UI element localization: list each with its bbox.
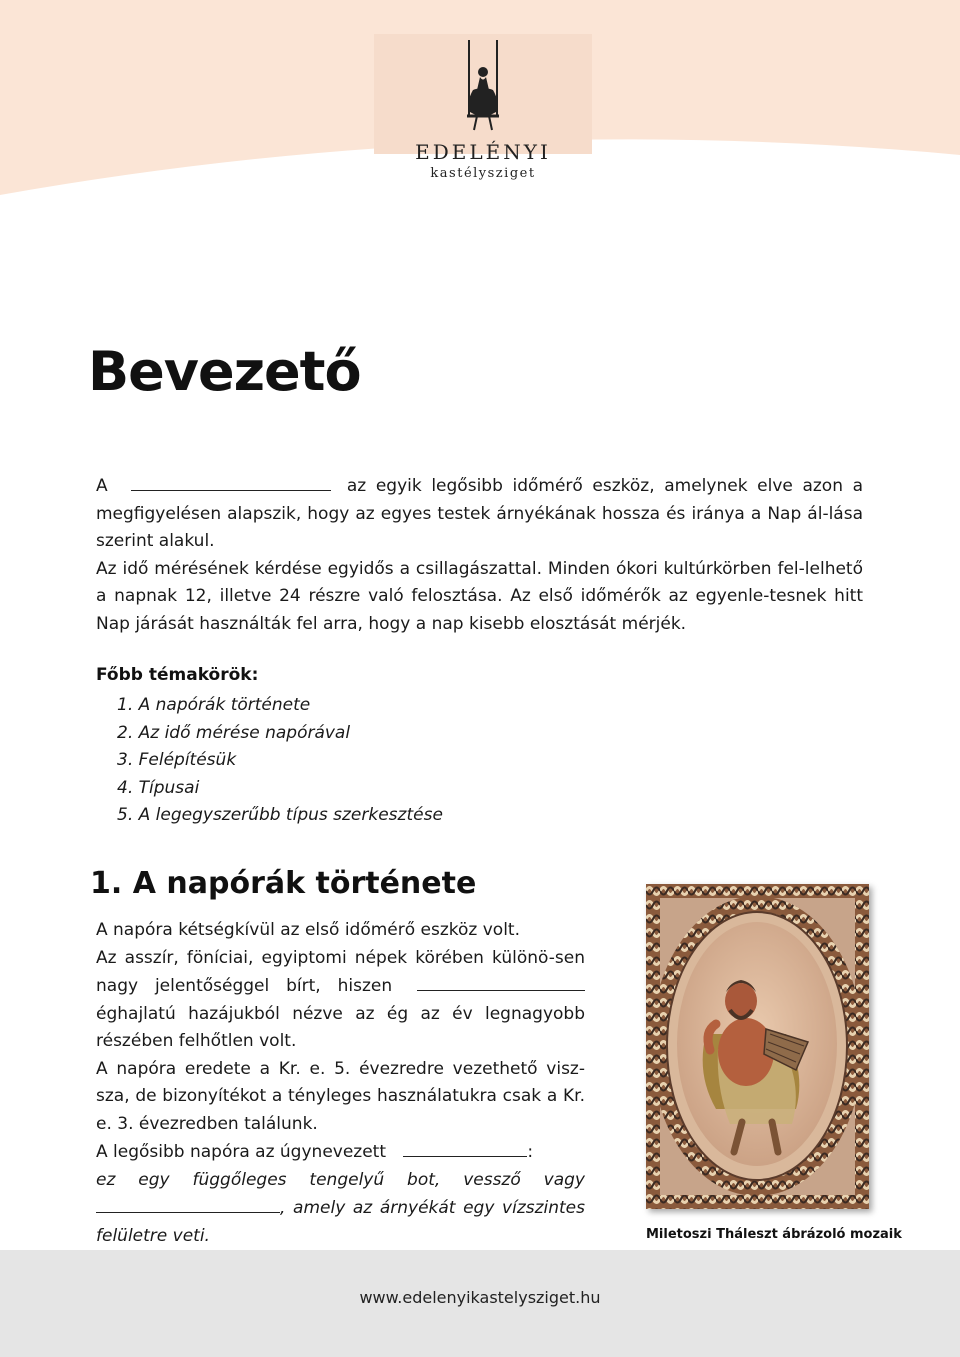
section-paragraph-2 xyxy=(96,945,585,1056)
topics-heading: Főbb témakörök: xyxy=(96,665,259,685)
topic-item: 4. Típusai xyxy=(117,777,200,798)
logo-subtitle: kastélysziget xyxy=(430,166,536,181)
intro-p1-start: A xyxy=(96,476,108,496)
topic-item: 5. A legegyszerűbb típus szerkesztése xyxy=(117,805,443,825)
intro-paragraph-2: Az idő mérésének kérdése egyidős a csillagászattal. Minden ókori kultúrkörben fel-lelhető a napnak 12, illetve 24 részre való felosztása. Az első időmérők az egyenle-tesnek hitt Nap járását használták fel arra, hogy a nap kisebb elosztását mérjék. xyxy=(96,558,863,634)
fill-in-blank[interactable] xyxy=(96,1194,280,1213)
website-link[interactable]: www.edelenyikastelysziget.hu xyxy=(359,1288,601,1307)
intro-p1-end: az egyik legősibb időmérő eszköz, amelynek elve azon a megfigyelésen alapszik, hogy az egyes testek árnyékának hossza és iránya a Nap ál-lása szerint alakul. xyxy=(96,476,864,551)
section-paragraph-1: A napóra kétségkívül az első időmérő eszköz volt. xyxy=(96,920,521,940)
section-p2-end: éghajlatú hazájukból nézve az ég az év legnagyobb részében felhőtlen volt. xyxy=(96,1003,585,1051)
section-paragraph-3: A napóra eredete a Kr. e. 5. évezredre vezethető visz-sza, de bizonyítékot a tényleges használatukra csak a Kr. e. 3. évezredben találunk. xyxy=(96,1058,585,1134)
mosaic-image xyxy=(646,884,869,1209)
topic-item: 2. Az idő mérése napórával xyxy=(117,722,351,743)
section-p4-start: A legősibb napóra az úgynevezett xyxy=(96,1142,387,1162)
logo-swing-lady-icon xyxy=(460,38,506,134)
figure-caption: Miletoszi Tháleszt ábrázoló mozaik xyxy=(646,1227,902,1242)
topic-item: 3. Felépítésük xyxy=(117,750,237,770)
fill-in-blank[interactable] xyxy=(417,972,585,991)
footer-band xyxy=(0,1250,960,1357)
section-paragraph-4 xyxy=(96,1138,585,1167)
intro-text xyxy=(96,472,863,638)
logo-name: EDELÉNYI xyxy=(415,140,551,164)
fill-in-blank[interactable] xyxy=(131,472,331,491)
topics-list xyxy=(117,692,443,830)
fill-in-blank[interactable] xyxy=(403,1138,527,1157)
section-title: 1. A napórák története xyxy=(90,866,477,901)
page-title: Bevezető xyxy=(88,340,361,403)
topic-item: 1. A napórák története xyxy=(117,695,311,715)
section-paragraph-5 xyxy=(96,1167,585,1251)
section-p5-end: , amely az árnyékát egy vízszintes felületre veti. xyxy=(96,1198,585,1246)
section-p4-colon: : xyxy=(527,1142,534,1162)
section-body xyxy=(96,917,585,1250)
section-p2-start: Az asszír, föníciai, egyiptomi népek körében különö-sen nagy jelentőséggel bírt, hiszen xyxy=(96,947,585,996)
logo[interactable] xyxy=(374,34,592,181)
section-p5-start: ez egy függőleges tengelyű bot, vessző vagy xyxy=(96,1169,585,1190)
intro-paragraph-1 xyxy=(96,472,863,556)
